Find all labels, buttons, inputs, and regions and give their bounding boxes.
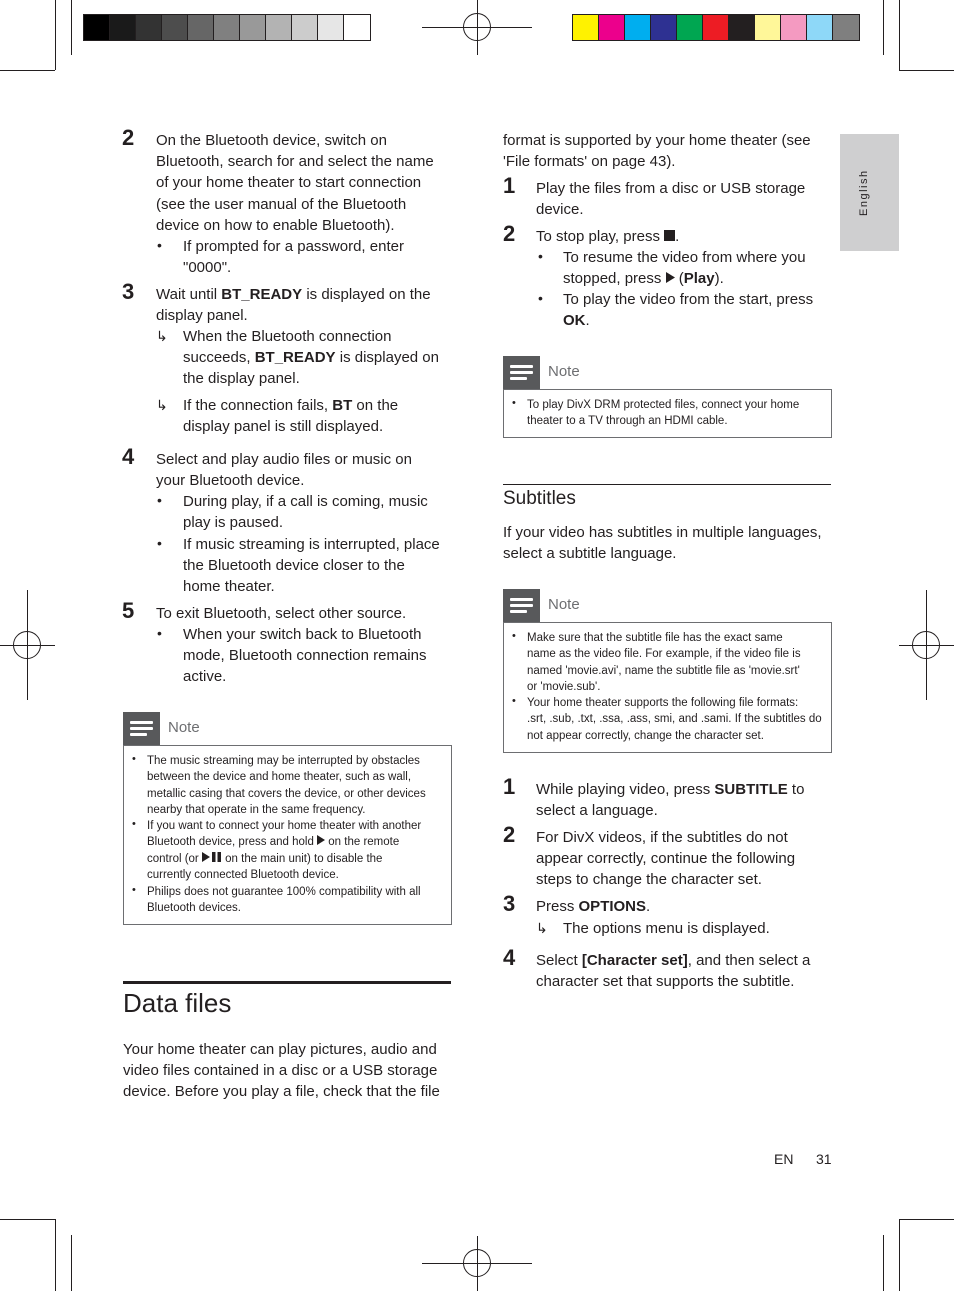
calibration-swatch <box>344 15 370 40</box>
note-label: Note <box>548 596 580 613</box>
section-title: Data files <box>123 988 232 1018</box>
pause-icon <box>211 852 222 862</box>
result-text: If the connection fails, BT on the display panel is still displayed. <box>183 397 399 436</box>
section-title: Subtitles <box>503 488 576 509</box>
calibration-swatch <box>318 15 344 40</box>
calibration-swatch <box>833 15 859 40</box>
step-number: 1 <box>503 774 516 799</box>
section-rule <box>503 484 831 485</box>
bullet: • <box>132 884 136 896</box>
step-text: Select [Character set], and then select a character set that supports the subtitle. <box>536 952 811 991</box>
calibration-swatch <box>110 15 136 40</box>
step-number: 2 <box>503 822 516 847</box>
step-text: While playing video, press SUBTITLE to select a language. <box>536 781 805 820</box>
bullet-text: To resume the video from where you stopped, press (Play). <box>563 249 806 288</box>
calibration-swatch <box>703 15 729 40</box>
bullet: • <box>132 818 136 830</box>
calibration-swatch <box>266 15 292 40</box>
step-text: Select and play audio files or music on your Bluetooth device. <box>156 451 412 490</box>
section-rule <box>123 981 451 984</box>
result-text: The options menu is displayed. <box>563 920 770 937</box>
bullet: • <box>538 290 543 306</box>
calibration-swatch <box>292 15 318 40</box>
color-calibration-bar <box>572 14 860 41</box>
step-text: To exit Bluetooth, select other source. <box>156 605 407 622</box>
note-text: To play DivX DRM protected files, connect your home theater to a TV through an HDMI cable. <box>527 399 800 428</box>
calibration-swatch <box>651 15 677 40</box>
calibration-swatch <box>599 15 625 40</box>
calibration-swatch <box>136 15 162 40</box>
result-arrow-icon: ↳ <box>156 397 168 413</box>
intro-text: format is supported by your home theater (see 'File formats' on page 43). <box>503 132 811 171</box>
note-icon <box>123 712 160 745</box>
stop-icon <box>664 230 675 241</box>
language-tab <box>840 134 899 251</box>
step-number: 2 <box>503 221 516 246</box>
note-text: Make sure that the subtitle file has the exact same name as the video file. For example, if the video file is named 'movie.avi', name the subtitle file as 'movie.srt' or 'movie.sub'. <box>527 632 801 693</box>
step-number: 1 <box>503 173 516 198</box>
step-number: 3 <box>122 279 135 304</box>
language-tab-label: English <box>858 169 870 216</box>
calibration-swatch <box>573 15 599 40</box>
note-label: Note <box>548 363 580 380</box>
note-text: The music streaming may be interrupted by obstacles between the device and home theater, such as wall, metallic casing that covers the device, or other devices nearby that operate in the same frequency. <box>147 755 426 816</box>
play-icon <box>202 852 211 862</box>
result-arrow-icon: ↳ <box>156 328 168 344</box>
play-icon <box>317 835 325 845</box>
step-number: 3 <box>503 891 516 916</box>
calibration-swatch <box>729 15 755 40</box>
footer-language: EN <box>774 1151 794 1167</box>
step-number: 4 <box>122 444 135 469</box>
step-text: On the Bluetooth device, switch on Bluetooth, search for and select the name of your home theater to start connection (see the user manual of the Bluetooth device on how to enable Bluetooth). <box>156 132 434 234</box>
calibration-swatch <box>807 15 833 40</box>
step-number: 4 <box>503 945 516 970</box>
note-icon <box>503 356 540 389</box>
note-label: Note <box>168 719 200 736</box>
step-text: For DivX videos, if the subtitles do not appear correctly, continue the following steps to change the character set. <box>536 829 796 889</box>
bullet: • <box>512 397 516 409</box>
bullet-text: When your switch back to Bluetooth mode, Bluetooth connection remains active. <box>183 626 427 686</box>
bullet: • <box>157 492 162 508</box>
bullet: • <box>132 753 136 765</box>
bullet-text: To play the video from the start, press OK. <box>563 291 814 330</box>
calibration-swatch <box>677 15 703 40</box>
bullet: • <box>157 625 162 641</box>
section-text: Your home theater can play pictures, audio and video files contained in a disc or a USB storage device. Before you play a file, check that the file <box>123 1041 440 1101</box>
calibration-swatch <box>781 15 807 40</box>
bullet: • <box>512 630 516 642</box>
calibration-swatch <box>162 15 188 40</box>
calibration-swatch <box>755 15 781 40</box>
calibration-swatch <box>240 15 266 40</box>
calibration-swatch <box>84 15 110 40</box>
play-icon <box>666 272 675 283</box>
page-number: 31 <box>816 1151 832 1167</box>
calibration-swatch <box>625 15 651 40</box>
result-text: When the Bluetooth connection succeeds, BT_READY is displayed on the display panel. <box>183 328 439 388</box>
section-text: If your video has subtitles in multiple languages, select a subtitle language. <box>503 524 822 563</box>
note-icon <box>503 589 540 622</box>
bullet: • <box>512 695 516 707</box>
result-arrow-icon: ↳ <box>536 920 548 936</box>
bullet-text: If music streaming is interrupted, place the Bluetooth device closer to the home theater. <box>183 536 440 596</box>
calibration-swatch <box>188 15 214 40</box>
note-text: Your home theater supports the following file formats: .srt, .sub, .txt, .ssa, .ass, smi, and .sami. If the subtitles do not appear correctly, change the character set. <box>527 697 822 742</box>
step-text: Wait until BT_READY is displayed on the display panel. <box>156 286 431 325</box>
bullet-text: If prompted for a password, enter "0000". <box>183 238 404 277</box>
bullet: • <box>538 248 543 264</box>
note-text: Philips does not guarantee 100% compatibility with all Bluetooth devices. <box>147 886 421 915</box>
step-text: Press OPTIONS. <box>536 898 651 915</box>
bullet: • <box>157 237 162 253</box>
calibration-swatch <box>214 15 240 40</box>
grayscale-calibration-bar <box>83 14 371 41</box>
step-text: Play the files from a disc or USB storage device. <box>536 180 806 219</box>
step-number: 5 <box>122 598 135 623</box>
step-number: 2 <box>122 125 135 150</box>
note-text: If you want to connect your home theater with another Bluetooth device, press and hold on the remote control (or on the main unit) to disable the currently connected Bluetooth device. <box>147 820 422 881</box>
step-text: To stop play, press . <box>536 228 680 245</box>
bullet: • <box>157 535 162 551</box>
bullet-text: During play, if a call is coming, music play is paused. <box>183 493 428 532</box>
